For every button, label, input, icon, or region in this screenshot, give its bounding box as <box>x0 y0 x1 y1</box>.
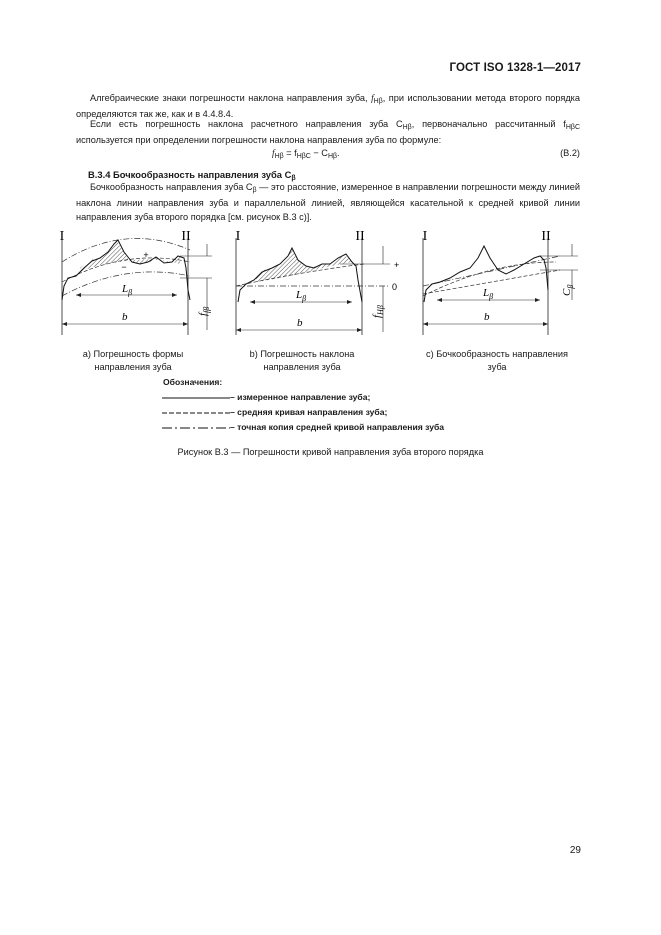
label-zone-I-b: I <box>235 229 241 244</box>
label-minus-a: − <box>121 262 127 272</box>
figure-b3-diagrams <box>0 220 661 345</box>
label-f-Hbeta: $f_{H\beta}$ <box>371 305 385 318</box>
paragraph-design-slope: Если есть погрешность наклона расчетного направления зуба $C_{H\beta}$, первоначально рассчитанный $f_{H\beta C}$ используется при определении погрешности наклона направления зуба по формуле: <box>76 119 580 146</box>
equation-number: (В.2) <box>560 148 580 158</box>
figure-caption: Рисунок В.3 — Погрешности кривой направления зуба второго порядка <box>177 447 484 457</box>
page-number: 29 <box>569 845 581 856</box>
label-Lbeta-a: $L_\beta$ <box>122 283 133 297</box>
label-Lbeta-c: $L_\beta$ <box>483 287 494 301</box>
label-b-b: b <box>297 317 303 329</box>
label-C-beta: $C_\beta$ <box>561 284 575 296</box>
label-zone-II-a: II <box>181 229 191 244</box>
label-plus-b: + <box>394 260 400 270</box>
document-header: ГОСТ ISO 1328-1—2017 <box>449 62 581 74</box>
label-zone-II-b: II <box>355 229 365 244</box>
label-zero-b: 0 <box>392 282 398 292</box>
section-heading: В.3.4 Бочкообразность направления зуба $C_\beta$ <box>88 169 296 182</box>
caption-b: b) Погрешность наклона направления зуба <box>249 349 355 372</box>
legend-row-mean: – средняя кривая направления зуба; <box>162 407 387 417</box>
legend-dashed-line <box>162 410 230 416</box>
diagram-b-slope-deviation <box>236 229 400 335</box>
diagram-a-form-deviation <box>60 229 212 335</box>
label-zone-I-c: I <box>422 229 428 244</box>
label-b-a: b <box>122 311 128 323</box>
caption-a: а) Погрешность формы направления зуба <box>82 349 184 372</box>
legend-row-copy: – точная копия средней кривой направления зуба <box>162 422 444 432</box>
formula-row <box>76 148 580 162</box>
legend-dashdot-line <box>162 425 230 431</box>
label-f-fbeta: $f_{f\beta}$ <box>197 306 211 316</box>
legend-solid-line <box>162 395 230 401</box>
paragraph-crowning-definition: Бочкообразность направления зуба $C_\beta$ — это расстояние, измеренное в направлении погрешности между линией наклона линии направления зуба и параллельной линией, являющейся касательной к средней кривой линии направления зуба второго порядка [см. рисунок В.3 с)]. <box>76 182 580 222</box>
paragraph-sign-convention: Алгебраические знаки погрешности наклона направления зуба, $f_{H\beta}$, при использовании метода второго порядка определяются так же, как и в 4.4.8.4. <box>76 93 581 120</box>
label-zone-I-a: I <box>59 229 65 244</box>
label-Lbeta-b: $L_\beta$ <box>296 289 307 303</box>
legend-row-measured: – измеренное направление зуба; <box>162 392 370 402</box>
diagram-c-crowning <box>423 229 578 335</box>
caption-c: с) Бочкообразность направления зуба <box>426 349 568 372</box>
legend-title: Обозначения: <box>163 377 223 387</box>
label-b-c: b <box>484 311 490 323</box>
label-plus-a: + <box>143 250 149 260</box>
label-zone-II-c: II <box>541 229 551 244</box>
formula-b2: $f_{H\beta} = f_{H\beta C} - C_{H\beta}$. <box>272 148 340 160</box>
